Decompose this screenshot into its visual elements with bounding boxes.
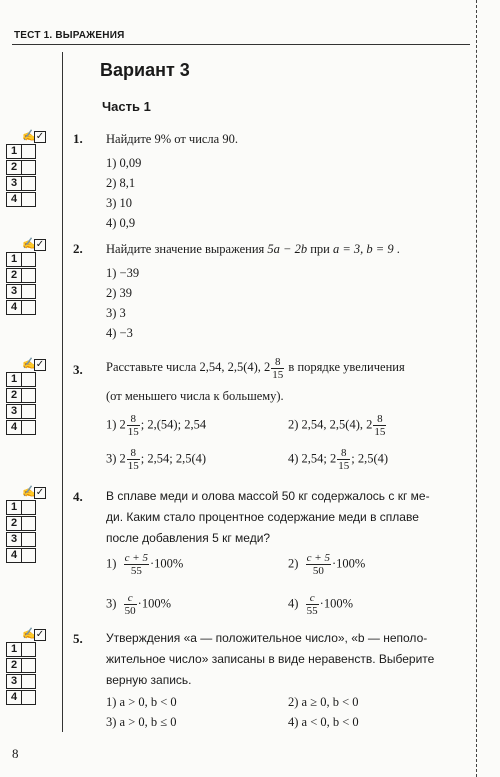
answer-option: 2) $\frac{c + 5}{50}$ ·100% — [288, 552, 366, 577]
check-icon: ✓ — [35, 238, 45, 250]
check-icon: ✓ — [35, 628, 45, 640]
answer-option: 4) 0,9 — [106, 216, 136, 230]
answer-option: 3) 3 — [106, 306, 126, 320]
answer-cell[interactable] — [22, 160, 36, 175]
answer-label: 1 — [6, 252, 22, 267]
page-number: 8 — [12, 746, 19, 761]
question-number: 2. — [73, 241, 83, 256]
answer-option: 4) 2,54; 2 $\frac{8}{15}$ ; 2,5(4) — [288, 447, 389, 472]
margin-rule — [62, 52, 63, 732]
question-text: Найдите 9% от числа 90. — [106, 132, 238, 146]
answer-option: 3) a > 0, b ≤ 0 — [106, 715, 177, 729]
answer-cell[interactable] — [22, 192, 36, 207]
answer-cell[interactable] — [22, 404, 36, 419]
answer-option: 1) a > 0, b < 0 — [106, 695, 177, 709]
question-number: 4. — [73, 489, 83, 504]
answer-option: 4) $\frac{c}{55}$ ·100% — [288, 592, 353, 617]
answer-box-q3 — [6, 358, 60, 435]
check-icon: ✓ — [35, 358, 45, 370]
check-icon: ✓ — [35, 486, 45, 498]
answer-cell[interactable] — [22, 300, 36, 315]
cut-line — [476, 0, 477, 777]
question-text: Расставьте числа 2,54, 2,5(4), 2 $\frac{8}{15}$ в порядке увеличения — [106, 355, 405, 381]
answer-cell[interactable] — [22, 532, 36, 547]
check-icon: ✓ — [35, 130, 45, 142]
answer-box-q1 — [6, 130, 60, 207]
answer-option: 4) a < 0, b < 0 — [288, 715, 359, 729]
answer-cell[interactable] — [22, 500, 36, 515]
question-number: 5. — [73, 631, 83, 646]
answer-cell[interactable] — [22, 516, 36, 531]
question-text: ди. Каким стало процентное содержание меди в сплаве — [106, 510, 419, 524]
question-number: 1. — [73, 131, 83, 146]
answer-cell[interactable] — [22, 420, 36, 435]
answer-label: 3 — [6, 284, 22, 299]
pen-icon: ✍ — [22, 238, 36, 250]
answer-label: 4 — [6, 548, 22, 563]
answer-cell[interactable] — [22, 642, 36, 657]
answer-label: 3 — [6, 532, 22, 547]
expression: 5a − 2b — [267, 242, 308, 256]
answer-option: 3) $\frac{c}{50}$ ·100% — [106, 592, 171, 617]
answer-cell[interactable] — [22, 372, 36, 387]
answer-option: 3) 2 $\frac{8}{15}$ ; 2,54; 2,5(4) — [106, 447, 207, 472]
answer-cell[interactable] — [22, 388, 36, 403]
answer-cell[interactable] — [22, 252, 36, 267]
answer-label: 4 — [6, 300, 22, 315]
answer-label: 4 — [6, 420, 22, 435]
answer-box-q2 — [6, 238, 60, 315]
answer-label: 2 — [6, 658, 22, 673]
question-text: жительное число» записаны в виде неравенств. Выберите — [106, 652, 435, 666]
answer-label: 2 — [6, 388, 22, 403]
answer-cell[interactable] — [22, 658, 36, 673]
answer-label: 2 — [6, 516, 22, 531]
variant-title: Вариант 3 — [100, 60, 190, 80]
question-text: Утверждения «a — положительное число», «b — неполо- — [106, 631, 428, 645]
answer-cell[interactable] — [22, 674, 36, 689]
question-text: В сплаве меди и олова массой 50 кг содержалось c кг ме- — [106, 489, 430, 503]
answer-cell[interactable] — [22, 144, 36, 159]
answer-label: 3 — [6, 176, 22, 191]
answer-option: 1) −39 — [106, 266, 140, 280]
answer-label: 2 — [6, 268, 22, 283]
answer-label: 4 — [6, 192, 22, 207]
answer-option: 2) 8,1 — [106, 176, 136, 190]
running-header: ТЕСТ 1. ВЫРАЖЕНИЯ — [14, 30, 125, 41]
answer-cell[interactable] — [22, 548, 36, 563]
question-text: Найдите значение выражения 5a − 2b при a = 3, b = 9 . — [106, 242, 400, 256]
answer-label: 1 — [6, 144, 22, 159]
answer-cell[interactable] — [22, 268, 36, 283]
answer-label: 1 — [6, 372, 22, 387]
answer-option: 2) 2,54, 2,5(4), 2 $\frac{8}{15}$ — [288, 413, 386, 438]
answer-label: 1 — [6, 500, 22, 515]
answer-option: 4) −3 — [106, 326, 133, 340]
part-title: Часть 1 — [102, 99, 151, 114]
answer-option: 1) 0,09 — [106, 156, 142, 170]
answer-option: 3) 10 — [106, 196, 133, 210]
answer-label: 3 — [6, 404, 22, 419]
question-text: (от меньшего числа к большему). — [106, 389, 284, 403]
answer-cell[interactable] — [22, 176, 36, 191]
fraction: $\frac{8}{15}$ — [272, 355, 284, 381]
answer-option: 2) 39 — [106, 286, 133, 300]
answer-option: 1) $\frac{c + 5}{55}$ ·100% — [106, 552, 184, 577]
question-text: верную запись. — [106, 673, 192, 687]
answer-option: 2) a ≥ 0, b < 0 — [288, 695, 359, 709]
answer-option: 1) 2 $\frac{8}{15}$ ; 2,(54); 2,54 — [106, 413, 207, 438]
condition: a = 3, b = 9 — [332, 242, 394, 256]
answer-label: 4 — [6, 690, 22, 705]
question-number: 3. — [73, 362, 83, 377]
pen-icon: ✍ — [22, 130, 36, 142]
pen-icon: ✍ — [22, 358, 36, 370]
pen-icon: ✍ — [22, 486, 36, 498]
answer-label: 1 — [6, 642, 22, 657]
answer-box-q5 — [6, 628, 60, 705]
pen-icon: ✍ — [22, 628, 36, 640]
answer-cell[interactable] — [22, 690, 36, 705]
question-text: после добавления 5 кг меди? — [106, 531, 271, 545]
answer-label: 3 — [6, 674, 22, 689]
answer-box-q4 — [6, 486, 60, 563]
answer-label: 2 — [6, 160, 22, 175]
header-rule — [12, 44, 470, 45]
answer-cell[interactable] — [22, 284, 36, 299]
